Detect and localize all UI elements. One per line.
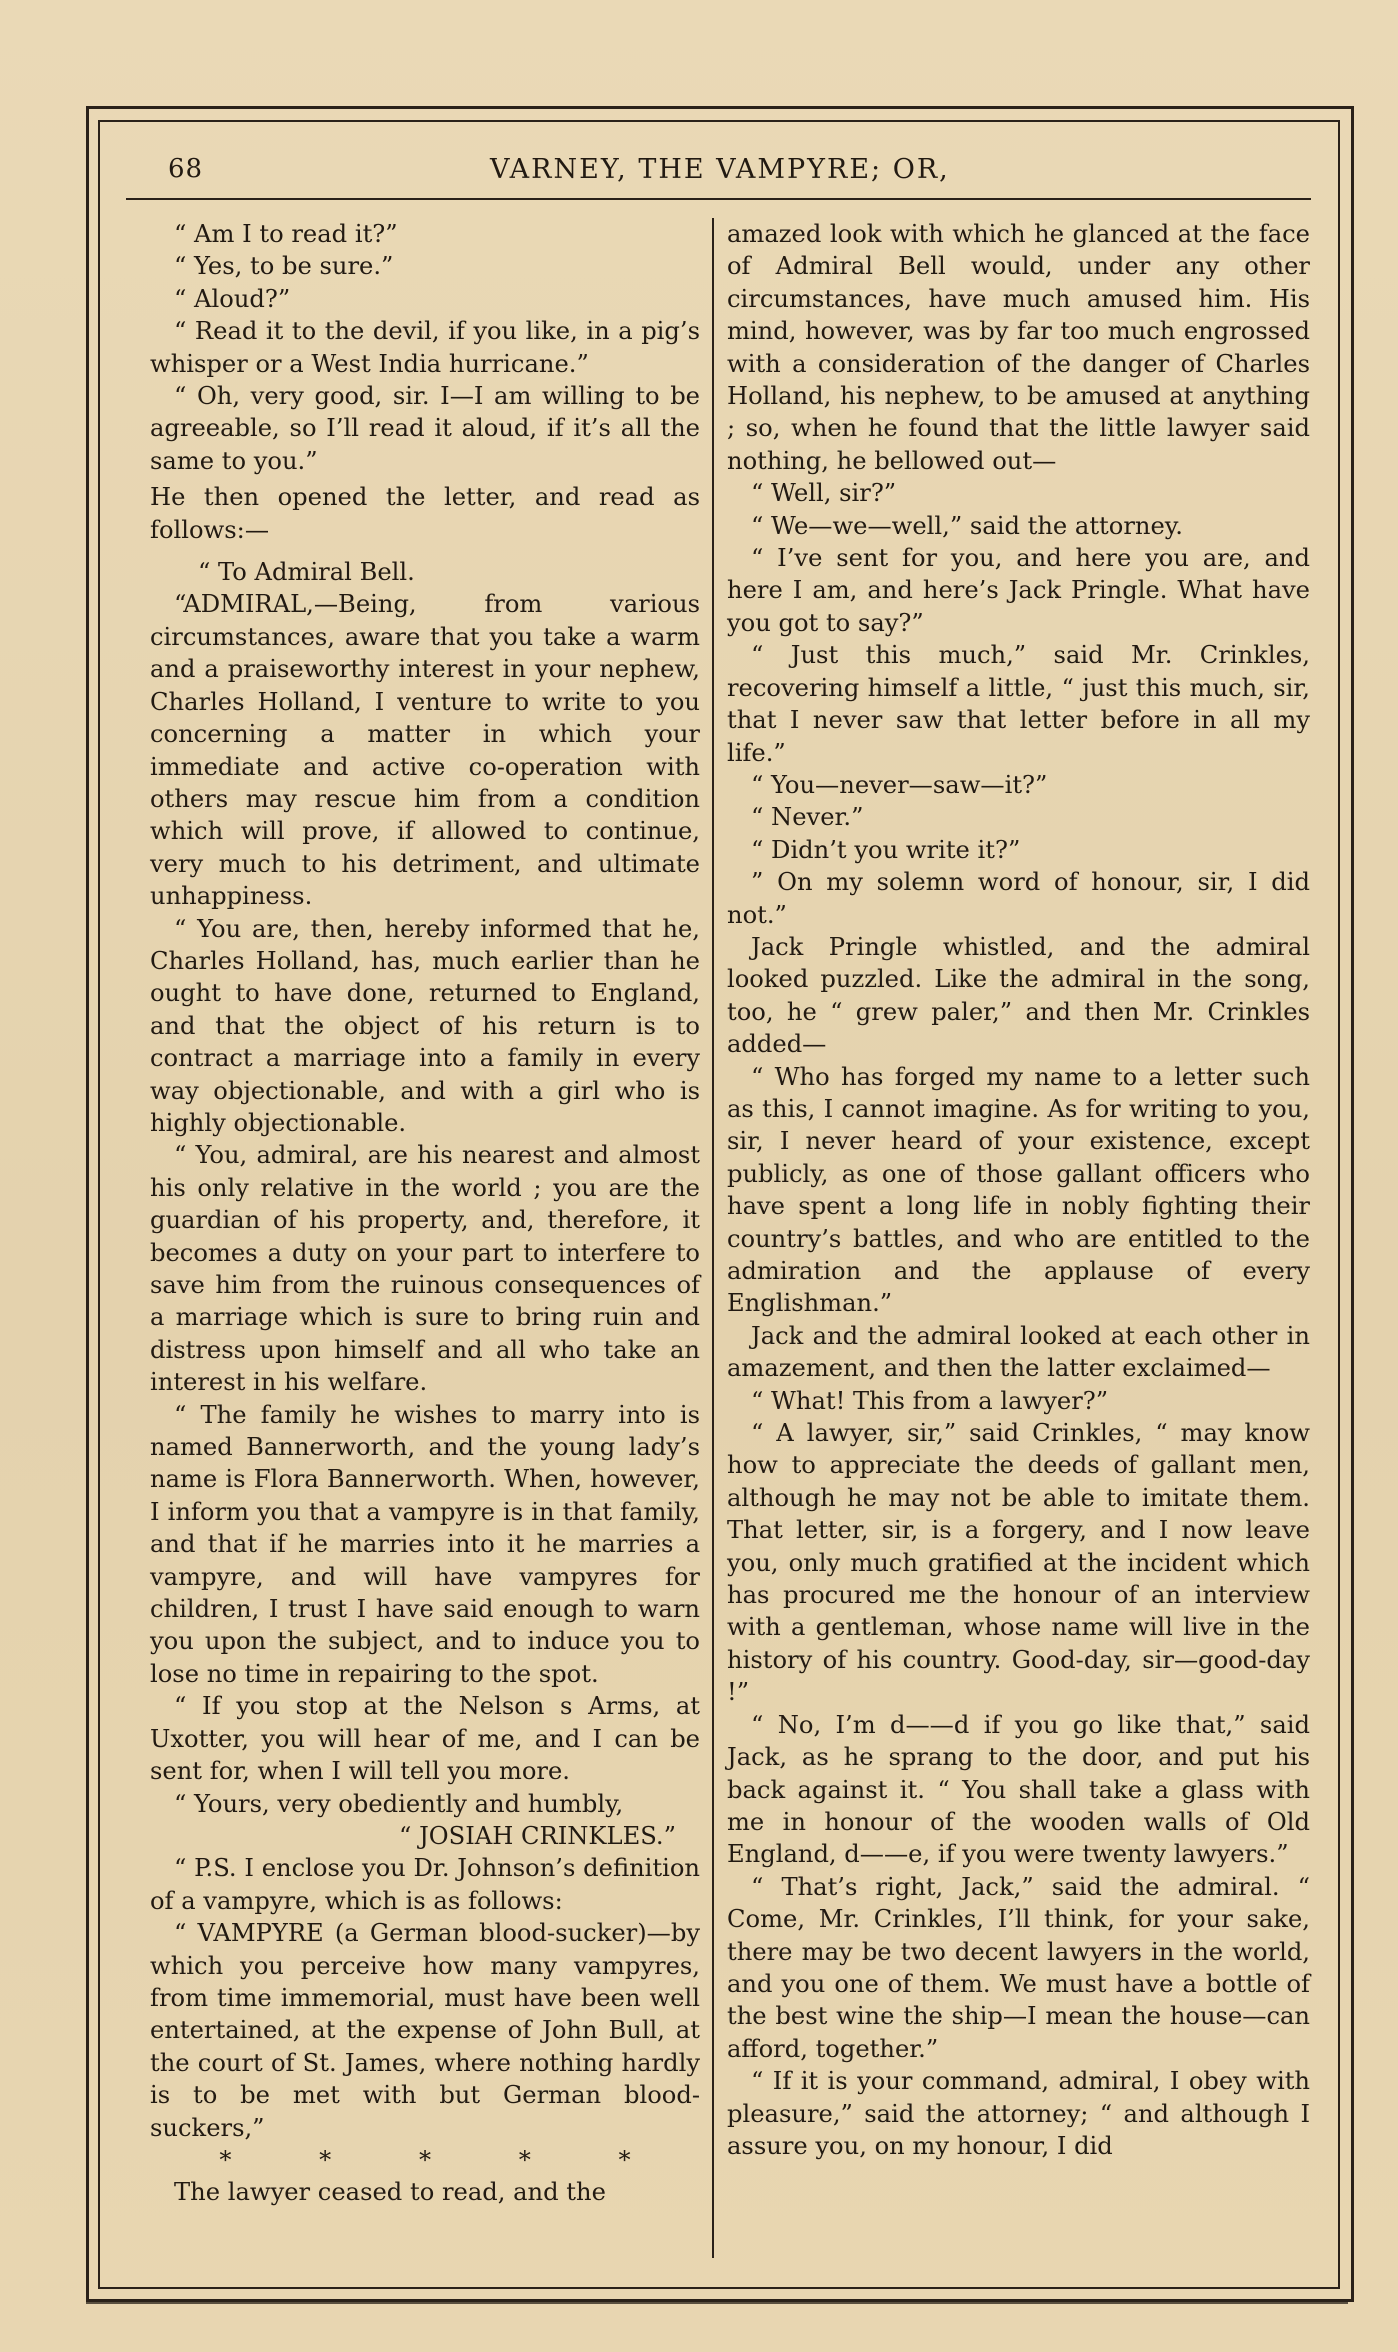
running-title: VARNEY, THE VAMPYRE; OR, bbox=[490, 154, 950, 185]
paragraph: “ Who has forged my name to a letter such as this, I cannot imagine. As for writing to you, sir, I never heard of your existence, except publicly, as one of those gallant officers who have spent a long life in nobly fighting their country’s battles, and who are entitled to the admiration and the applause of every Englishman.” bbox=[727, 1062, 1310, 1318]
paragraph: “ Didn’t you write it?” bbox=[751, 835, 1021, 864]
paragraph: Jack and the admiral looked at each other in amazement, and then the latter exclaimed— bbox=[727, 1321, 1310, 1383]
paragraph: “ Yes, to be sure.” bbox=[174, 252, 394, 281]
bottom-border bbox=[86, 2300, 1348, 2304]
letter-paragraph: “ You are, then, hereby informed that he, Charles Holland, has, much earlier than he ought to have done, returned to England, and that the object of his return is to contract a marriage into a family in every way objectionable, and with a girl who is highly objectionable. bbox=[150, 914, 700, 1137]
letter-paragraph: “ The family he wishes to marry into is named Bannerworth, and the young lady’s name is Flora Bannerworth. When, however, I inform you that a vampyre is in that family, and that if he marries into it he marries a vampyre, and will have vampyres for children, I trust I have said enough to warn you upon the subject, and to induce you to lose no time in repairing to the spot. bbox=[150, 1400, 700, 1688]
paragraph: “ Just this much,” said Mr. Crinkles, recovering himself a little, “ just this much, sir, that I never saw that letter before in all my life.” bbox=[727, 641, 1310, 767]
paragraph: “ Am I to read it?” bbox=[174, 220, 398, 248]
paragraph: “ If it is your command, admiral, I obey with pleasure,” said the attorney; “ and although I assure you, on my honour, I did bbox=[727, 2067, 1310, 2160]
paragraph: “ What! This from a lawyer?” bbox=[751, 1386, 1109, 1415]
letter-paragraph: “ You, admiral, are his nearest and almost his only relative in the world ; you are the guardian of his property, and, therefore, it becomes a duty on your part to interfere to save him from the ruinous consequences of a marriage which is sure to bring ruin and distress upon himself and all who take an interest in his welfare. bbox=[150, 1141, 700, 1397]
paragraph: “ Oh, very good, sir. I—I am willing to be agreeable, so I’ll read it aloud, if it’s all the same to you.” bbox=[150, 382, 700, 475]
left-column bbox=[150, 218, 700, 2209]
letter-signature: “ JOSIAH CRINKLES.” bbox=[399, 1821, 676, 1850]
definition-paragraph: “ VAMPYRE (a German blood-sucker)—by which you perceive how many vampyres, from time immemorial, must have been well entertained, at the expense of John Bull, at the court of St. James, where nothing hardly is to be met with but German blood-suckers,” bbox=[150, 1919, 700, 2142]
paragraph: The lawyer ceased to read, and the bbox=[174, 2178, 606, 2207]
right-column bbox=[727, 218, 1310, 2162]
letter-salutation: “ To Admiral Bell. bbox=[198, 558, 415, 587]
paragraph: “ A lawyer, sir,” said Crinkles, “ may know how to appreciate the deeds of gallant men, although he may not be able to imitate them. That letter, sir, is a forgery, and I now leave you, only much gratified at the incident which has procured me the honour of an interview with a gentleman, whose name will live in the history of his country. Good-day, sir—good-day !” bbox=[727, 1419, 1310, 1707]
paragraph: Jack Pringle whistled, and the admiral looked puzzled. Like the admiral in the song, too, he “ grew paler,” and then Mr. Crinkles added— bbox=[727, 932, 1310, 1059]
paragraph: “ Well, sir?” bbox=[751, 479, 897, 508]
paragraph: “ You—never—saw—it?” bbox=[751, 770, 1048, 799]
paragraph: amazed look with which he glanced at the face of Admiral Bell would, under any other circumstances, have much amused him. His mind, however, was by far too much engrossed with a consideration of the danger of Charles Holland, his nephew, to be amused at anything ; so, when he found that the little lawyer said nothing, he bellowed out— bbox=[727, 220, 1310, 475]
paragraph: “ Aloud?” bbox=[174, 284, 291, 313]
paragraph: “ I’ve sent for you, and here you are, and here I am, and here’s Jack Pringle. What have you got to say?” bbox=[727, 544, 1310, 637]
page-number: 68 bbox=[168, 154, 204, 184]
column-divider bbox=[712, 218, 714, 2258]
letter-closing: “ Yours, very obediently and humbly, bbox=[174, 1789, 624, 1818]
page-header bbox=[130, 150, 1310, 190]
paragraph: “ Never.” bbox=[751, 803, 864, 832]
letter-paragraph: “ADMIRAL,—Being, from various circumstances, aware that you take a warm and a praiseworthy interest in your nephew, Charles Holland, I venture to write to you concerning a matter in which your immediate and active co-operation with others may rescue him from a condition which will prove, if allowed to continue, very much to his detriment, and ultimate unhappiness. bbox=[150, 590, 700, 911]
paragraph: He then opened the letter, and read as follows:— bbox=[150, 483, 700, 544]
letter-paragraph: “ If you stop at the Nelson s Arms, at Uxotter, you will hear of me, and I can be sent for, when I will tell you more. bbox=[150, 1692, 700, 1786]
paragraph: ” On my solemn word of honour, sir, I did not.” bbox=[727, 868, 1310, 929]
paragraph: “ Read it to the devil, if you like, in a pig’s whisper or a West India hurricane.” bbox=[150, 317, 700, 378]
paragraph: “ That’s right, Jack,” said the admiral. “ Come, Mr. Crinkles, I’ll think, for your sake, there may be two decent lawyers in the world, and you one of them. We must have a bottle of the best wine the ship—I mean the house—can afford, together.” bbox=[727, 1872, 1310, 2063]
postscript: “ P.S. I enclose you Dr. Johnson’s definition of a vampyre, which is as follows: bbox=[150, 1854, 700, 1915]
paragraph: “ No, I’m d——d if you go like that,” said Jack, as he sprang to the door, and put his back against it. “ You shall take a glass with me in honour of the wooden walls of Old England, d——e, if you were twenty lawyers.” bbox=[727, 1710, 1310, 1869]
header-rule bbox=[126, 198, 1311, 200]
paragraph: “ We—we—well,” said the attorney. bbox=[751, 511, 1183, 540]
section-break: * * * * * bbox=[219, 2145, 671, 2174]
